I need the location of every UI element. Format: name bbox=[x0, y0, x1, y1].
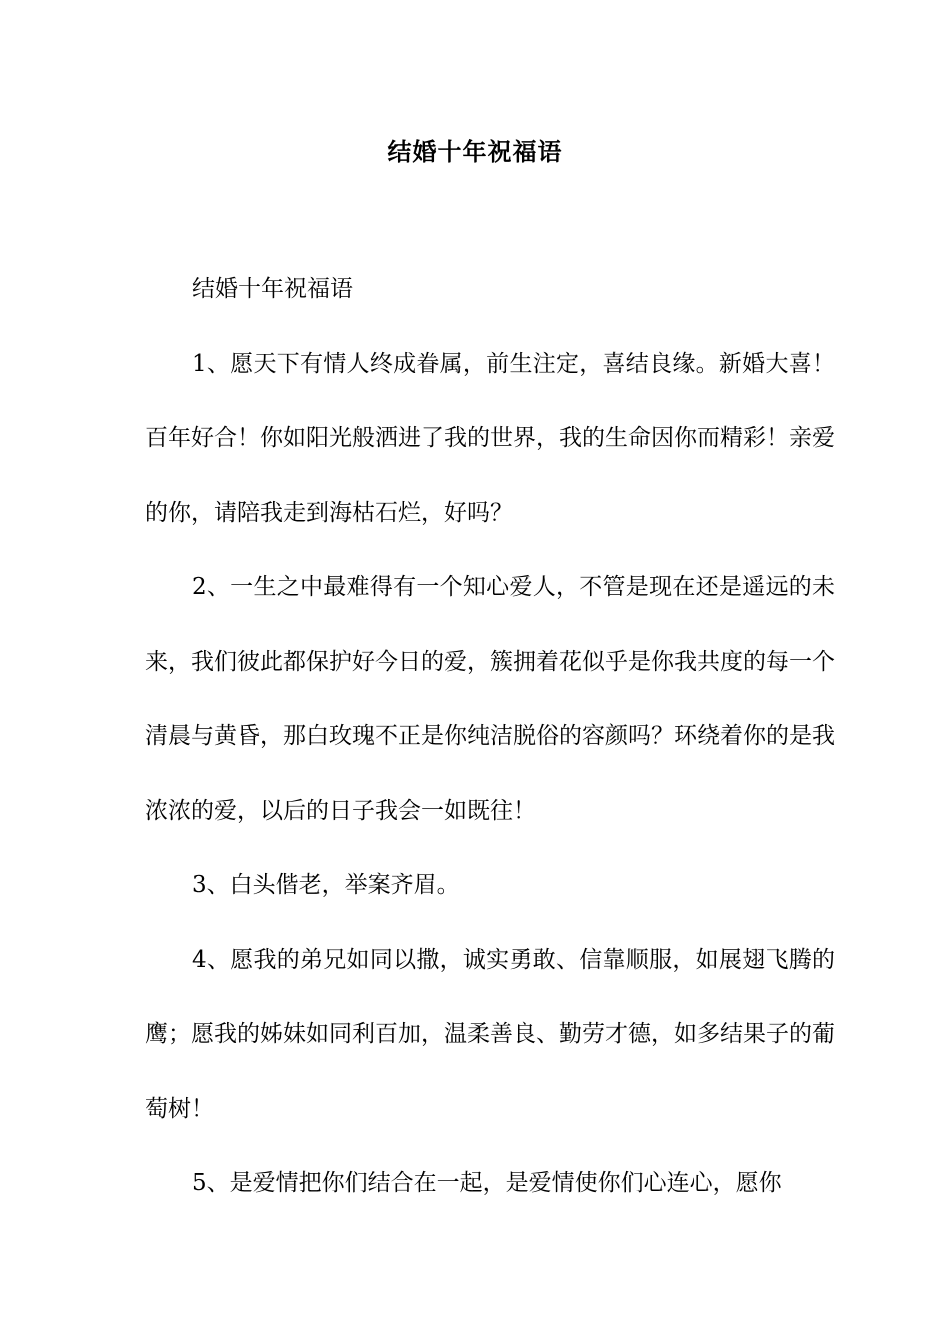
paragraph-1: 1、愿天下有情人终成眷属，前生注定，喜结良缘。新婚大喜！百年好合！你如阳光般洒进了我的世界，我的生命因你而精彩！亲爱的你，请陪我走到海枯石烂，好吗？ bbox=[145, 350, 835, 526]
paragraph-4: 4、愿我的弟兄如同以撒，诚实勇敢、信靠顺服，如展翅飞腾的鹰；愿我的姊妹如同利百加，温柔善良、勤劳才德，如多结果子的葡萄树！ bbox=[145, 946, 835, 1122]
paragraph-2: 2、一生之中最难得有一个知心爱人，不管是现在还是遥远的未来，我们彼此都保护好今日的爱，簇拥着花似乎是你我共度的每一个清晨与黄昏，那白玫瑰不正是你纯洁脱俗的容颜吗？环绕着你的是我浓浓的爱，以后的日子我会一如既往！ bbox=[145, 574, 835, 824]
paragraph-3: 3、白头偕老，举案齐眉。 bbox=[192, 872, 460, 898]
document-body bbox=[145, 252, 835, 1221]
paragraph-5: 5、是爱情把你们结合在一起，是爱情使你们心连心，愿你 bbox=[192, 1170, 782, 1196]
document-title: 结婚十年祝福语 bbox=[387, 137, 563, 166]
paragraph-subtitle: 结婚十年祝福语 bbox=[192, 276, 353, 302]
